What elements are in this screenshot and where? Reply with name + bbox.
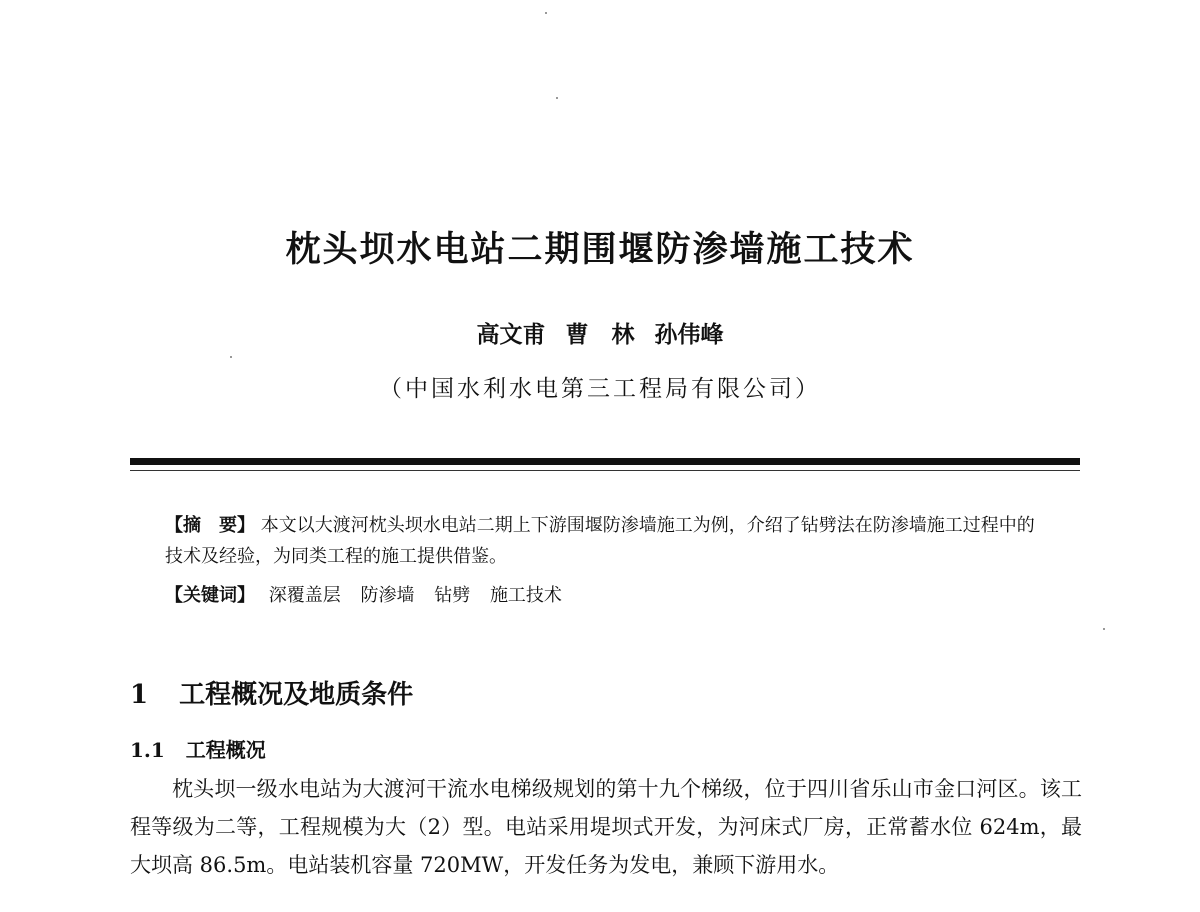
body-paragraph: 枕头坝一级水电站为大渡河干流水电梯级规划的第十九个梯级，位于四川省乐山市金口河区。该工程等级为二等，工程规模为大（2）型。电站采用堤坝式开发，为河床式厂房，正常蓄水位 624m，最大坝高 86.5m。电站装机容量 720MW，开发任务为发电，兼顾下游用水。 [130, 777, 1082, 877]
subsection-title: 工程概况 [185, 738, 266, 762]
keyword: 施工技术 [489, 585, 562, 606]
abstract-text: 本文以大渡河枕头坝水电站二期上下游围堰防渗墙施工为例，介绍了钻劈法在防渗墙施工过程中的技术及经验，为同类工程的施工提供借鉴。 [165, 515, 1035, 567]
scan-speck [1103, 628, 1105, 630]
abstract-label: 【摘 要】 [165, 515, 255, 536]
author-name: 高文甫 [476, 321, 546, 348]
header-rule-thick [130, 458, 1080, 465]
keywords-label: 【关键词】 [165, 585, 255, 606]
author-list [0, 316, 1200, 349]
scan-speck [556, 97, 558, 99]
keyword: 防渗墙 [360, 585, 415, 606]
section-title: 工程概况及地质条件 [179, 680, 414, 710]
subsection-heading [130, 734, 266, 763]
paper-title: 枕头坝水电站二期围堰防渗墙施工技术 [285, 230, 915, 270]
author-name: 孙伟峰 [654, 321, 724, 348]
author-name: 曹 林 [565, 321, 635, 348]
keyword: 深覆盖层 [268, 585, 341, 606]
section-heading [130, 674, 413, 711]
header-rule-thin [130, 470, 1080, 471]
subsection-number: 1.1 [130, 738, 165, 762]
section-number: 1 [130, 680, 149, 710]
affiliation: （中国水利水电第三工程局有限公司） [379, 376, 821, 402]
scan-speck [545, 12, 547, 14]
keywords [165, 580, 1045, 611]
abstract [165, 510, 1045, 572]
scan-speck [230, 356, 232, 358]
keyword: 钻劈 [434, 585, 471, 606]
